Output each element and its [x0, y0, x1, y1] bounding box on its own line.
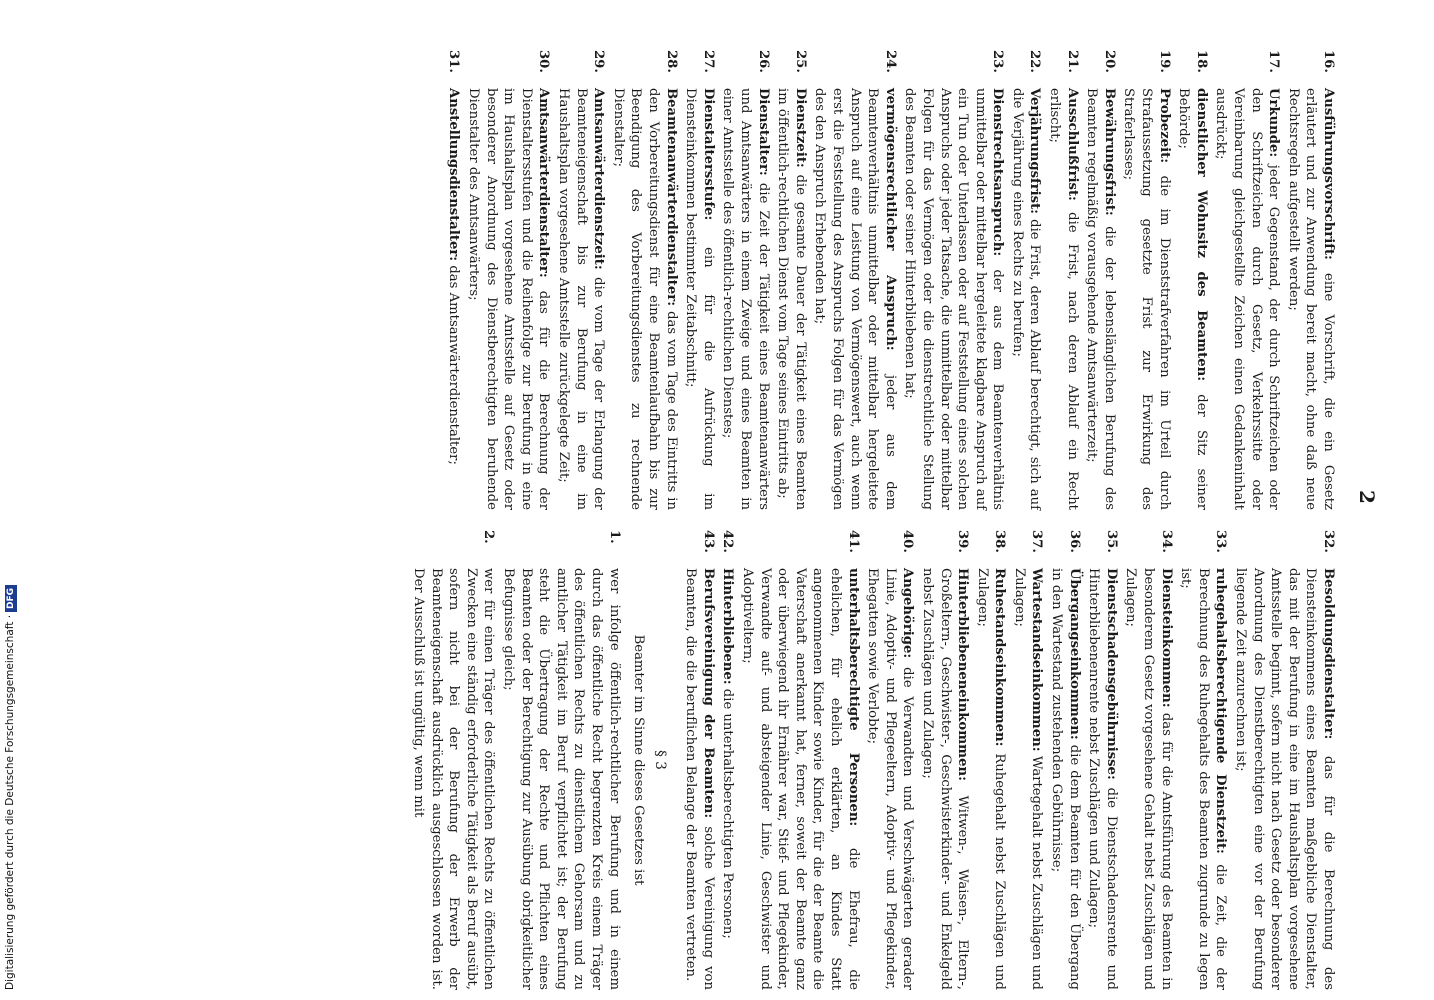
entry-text: die gesamte Dauer der Tätigkeit eines Beamten im öffentlich-rechtlichen Dienst vom Tage seines Eintritts ab; [775, 88, 808, 510]
entry-term: Dienstzeit: [792, 88, 808, 168]
entry-number: 35. [1103, 530, 1119, 553]
entry-number: 2. [481, 530, 497, 544]
definition-entry [410, 530, 498, 990]
definition-entry [554, 50, 607, 510]
definition-entry [1010, 530, 1045, 990]
entry-term: Hinterbliebeneneinkommen: [955, 568, 971, 781]
section-title: § 3 [651, 750, 668, 770]
entry-number: 38. [992, 530, 1008, 553]
definition-entry [864, 530, 917, 990]
section-items [410, 530, 623, 990]
entry-text: Ruhegehalt nebst Zuschlägen und Zulagen; [974, 568, 1008, 990]
entry-number: 23. [990, 50, 1006, 73]
definition-entry [445, 50, 463, 510]
entry-text: die im Dienststrafverfahren im Urteil durch Strafaussetzung gesetzte Frist zur Erwirkung des Straferlasses; [1121, 88, 1172, 510]
entry-text: die dem Beamten für den Übergang in den Wartestand zustehenden Gebührnisse; [1049, 568, 1082, 990]
entry-number: 34. [1158, 530, 1174, 553]
entry-text: wer für einen Träger des öffentlichen Rechts zu öffentlichen Zwecken eine ständig erforderliche Tätigkeit als Beruf ausübt, sofern nicht bei der Berufung der Erwerb der Beamteneigenschaft ausdrücklich ausgeschlossen worden ist. Der Ausschluß ist ungültig, wenn mit [411, 568, 497, 990]
definition-entry [1175, 50, 1210, 510]
entry-term: Bewährungsfrist: [1101, 88, 1117, 216]
entry-text: solche Vereinigung von Beamten, die die beruflichen Belange der Beamten vertreten. [683, 568, 716, 990]
definition-entry [719, 50, 772, 510]
definition-entry [973, 530, 1008, 990]
definition-entry [1231, 530, 1337, 990]
entry-text: wer infolge öffentlich-rechtlicher Berufung und in einem durch das öffentliche Recht begrenzten Kreis einem Träger des öffentlichen Rechts zu dienstlichem Gehorsam und zu amtlicher Tätigkeit im Beruf verpflichtet ist; der Berufung steht die Übertragung der Rechte und Pflichten eines Beamten oder der Berechtigung zur Ausübung obrigkeitlicher Befugnisse gleich; [501, 568, 622, 990]
definition-entry [1048, 530, 1083, 990]
entry-term: Hinterbliebene: [720, 568, 736, 685]
entry-number: 21. [1064, 50, 1080, 73]
section-intro: Beamter im Sinne dieses Gesetzes ist [630, 634, 646, 886]
entry-number: 16. [1321, 50, 1336, 73]
entry-number: 24. [882, 50, 898, 73]
entry-term: Amtsanwärterdienstzeit: [591, 88, 607, 270]
entry-text: jeder Gegenstand, der durch Schriftzeichen oder den Schriftzeichen durch Gesetz, Verkehrssitte oder Vereinbarung gleichgestellte Zeichen einen Gedankeninhalt ausdrückt; [1213, 88, 1282, 510]
entry-term: Ausschlußfrist: [1064, 88, 1080, 201]
entry-text: die Verwandten und Verschwägerten gerader Linie, Adoptiv- und Pflegeeltern, Adoptiv- und Pflegekinder, Ehegatten sowie Verlobte; [865, 568, 916, 990]
entry-text: der Sitz seiner Behörde; [1176, 88, 1209, 510]
entry-number: 22. [1027, 50, 1043, 73]
entry-number: 30. [536, 50, 552, 73]
entry-text: die Frist, deren Ablauf berechtigt, sich auf die Verjährung eines Rechts zu berufen; [1009, 88, 1043, 510]
entry-text: die Zeit der Tätigkeit eines Beamtenanwärters und Amtsanwärters in einem Zweige und eines Beamten in einer Amtsstelle des öffentlich-rechtlichen Dienstes; [720, 88, 771, 510]
definition-entry [1120, 50, 1173, 510]
entry-number: 26. [755, 50, 771, 73]
entry-term: Ruhestandseinkommen: [992, 568, 1008, 747]
entry-number: 40. [900, 530, 916, 553]
entry-term: Verjährungsfrist: [1027, 88, 1043, 215]
entry-number: 18. [1193, 50, 1209, 73]
definition-entry [1085, 530, 1120, 990]
entry-text: die der lebenslänglichen Berufung des Beamten regelmäßig vorausgehende Amtsanwärterzeit; [1084, 88, 1117, 510]
entry-term: Beamtenanwärterdienstalter: [663, 88, 679, 307]
definition-entry [1284, 50, 1337, 510]
entry-text: ein für die Aufrückung im Diensteinkommen bestimmter Zeitabschnitt; [683, 88, 716, 510]
left-column [443, 50, 1337, 510]
entry-number: 25. [792, 50, 808, 73]
entry-term: Angehörige: [900, 568, 916, 659]
entry-text: das für die Berechnung des Diensteinkommens eines Beamten maßgebliche Dienstalter, das mit der Berufung in eine im Haushaltsplan vorgesehene Amtsstelle beginnt, sofern nicht nach Gesetz oder besonderer Anordnung des Dienstberechtigten eine vor der Berufung liegende Zeit anzurechnen ist; [1233, 568, 1336, 990]
definition-entry [1212, 50, 1282, 510]
entry-text: die Zeit, die der Berechnung des Ruhegehalts des Beamten zugrunde zu legen ist; [1178, 568, 1229, 990]
page-number: 2 [1355, 490, 1379, 504]
definition-entry [901, 50, 1007, 510]
entry-text: das Amtsanwärterdienstalter; [446, 265, 462, 465]
entry-text: eine Vorschrift, die ein Gesetz erläutert und zur Anwendung bereit macht, ohne daß neue Rechtsregeln aufgestellt werden; [1285, 88, 1336, 510]
entry-number: 33. [1213, 530, 1229, 553]
entry-text: Witwen-, Waisen-, Eltern-, Großeltern-, Geschwister-, Geschwisterkinder- und Enkelgeld nebst Zuschlägen und Zulagen; [919, 568, 971, 990]
entry-text: der aus dem Beamtenverhältnis unmittelbar oder mittelbar hergeleitete klagbare Anspruch auf ein Tun oder Unterlassen oder auf Feststellung eines solchen Anspruchs oder jeder Tatsache, die unmittelbar oder mittelbar Folgen für das Vermögen oder die dienstrechtliche Stellung des Beamten oder seiner Hinterbliebenen hat; [902, 88, 1006, 510]
entry-text: das für die Amtsführung des Beamten in besonderem Gesetz vorgesehene Gehalt nebst Zuschlägen und Zulagen; [1123, 568, 1174, 990]
definition-entry [682, 50, 717, 510]
entry-term: Ausführungsvorschrift: [1321, 88, 1336, 260]
entry-number: 1. [606, 530, 622, 544]
entry-number: 43. [700, 530, 716, 553]
entry-number: 20. [1101, 50, 1117, 73]
entry-term: Übergangseinkommen: [1066, 568, 1082, 740]
entry-text: die Dienstschadensrente und Hinterbliebenenrente nebst Zuschlägen und Zulagen; [1086, 568, 1119, 990]
entry-term: Dienstrechtsanspruch: [990, 88, 1006, 257]
entry-number: 32. [1321, 530, 1336, 553]
entry-term: dienstlicher Wohnsitz des Beamten: [1193, 88, 1209, 382]
entry-text: jeder aus dem Beamtenverhältnis unmittelbar oder mittelbar hergeleitete Anspruch auf eine Leistung von Vermögenswert, auch wenn erst die Feststellung des Anspruchs Folgen für das Vermögen des den Anspruch Erhebenden hat; [812, 88, 898, 511]
entry-text: das für die Berechnung der Dienstaltersstufen und die Reihenfolge zur Berufung in eine im Haushaltsplan vorgesehene Amtsstelle auf Gesetz oder besonderer Anordnung des Dienstberechtigten beruhende Dienstalter des Amtsanwärters; [466, 88, 552, 510]
entry-term: ruhegehaltsberechtigende Dienstzeit: [1213, 568, 1229, 854]
entry-number: 39. [955, 530, 971, 553]
entry-number: 37. [1029, 530, 1045, 553]
definition-entry [918, 530, 971, 990]
document-page [27, 10, 1407, 990]
entry-term: Dienstschadensgebührnisse: [1103, 568, 1119, 780]
entry-text: die unterhaltsberechtigten Personen; [720, 688, 736, 939]
entry-number: 27. [700, 50, 716, 73]
entry-number: 42. [720, 530, 736, 553]
footer-credit [4, 585, 17, 990]
entry-term: Berufsvereinigung der Beamten: [700, 568, 716, 819]
entry-number: 41. [845, 530, 861, 553]
definition-entry [609, 50, 679, 510]
entry-term: Wartestandseinkommen: [1029, 568, 1045, 752]
definition-entry [774, 50, 809, 510]
definition-entry [719, 530, 737, 990]
footer-text: Digitalisierung gefördert durch die Deutsche Forschungsgemeinschaft · [4, 614, 16, 990]
entry-term: unterhaltsberechtigte Personen: [845, 568, 861, 827]
definition-entry [465, 50, 553, 510]
entry-text: Wartegehalt nebst Zuschlägen und Zulagen; [1011, 568, 1045, 990]
entry-text: die Frist, nach deren Ablauf ein Recht erlischt; [1047, 88, 1080, 510]
definition-entry [499, 530, 622, 990]
definition-entry [1177, 530, 1230, 990]
entry-text: das vom Tage des Eintritts in den Vorbereitungsdienst für eine Beamtenlaufbahn bis zur Beendigung des Vorbereitungsdienstes zu rechnende Dienstalter; [610, 88, 679, 510]
definition-entry [738, 530, 861, 990]
entry-term: Amtsanwärterdienstalter: [536, 88, 552, 278]
entry-term: Diensteinkommen: [1158, 568, 1174, 708]
entry-term: Probezeit: [1156, 88, 1172, 164]
entry-number: 28. [663, 50, 679, 73]
definition-entry [1008, 50, 1043, 510]
entry-term: vermögensrechtlicher Anspruch: [882, 88, 898, 351]
entry-term: Dienstaltersstufe: [700, 88, 716, 221]
entry-term: Dienstalter: [755, 88, 771, 176]
definition-entry [1122, 530, 1175, 990]
entry-number: 31. [446, 50, 462, 73]
right-column [408, 530, 1338, 990]
definition-entry [1046, 50, 1081, 510]
entry-number: 29. [591, 50, 607, 73]
entry-term: Urkunde: [1266, 88, 1282, 158]
entry-number: 36. [1066, 530, 1082, 553]
entry-number: 19. [1156, 50, 1172, 73]
definition-entry [682, 530, 717, 990]
entry-term: Anstellungsdienstalter: [446, 88, 462, 262]
entry-text: die Ehefrau, die ehelichen, für ehelich erklärten, an Kindes Statt angenommenen Kinder sowie Kinder, für die der Beamte die Vaterschaft anerkannt hat, ferner, soweit der Beamte ganz oder überwiegend ihr Ernährer war, Stief- und Pflegekinder, Verwandte auf- und absteigender Linie, Geschwister und Adoptiveltern; [740, 568, 861, 991]
entry-text: die vom Tage der Erlangung der Beamteneigenschaft bis zur Berufung in eine im Haushaltsplan vorgesehene Amtsstelle zurückgelegte Zeit; [556, 88, 607, 510]
definition-entry [811, 50, 899, 510]
entry-number: 17. [1266, 50, 1282, 73]
definition-entry [1083, 50, 1118, 510]
right-entries [682, 530, 1337, 990]
entry-term: Besoldungsdienstalter: [1321, 568, 1336, 740]
dfg-logo: DFG [5, 585, 17, 612]
